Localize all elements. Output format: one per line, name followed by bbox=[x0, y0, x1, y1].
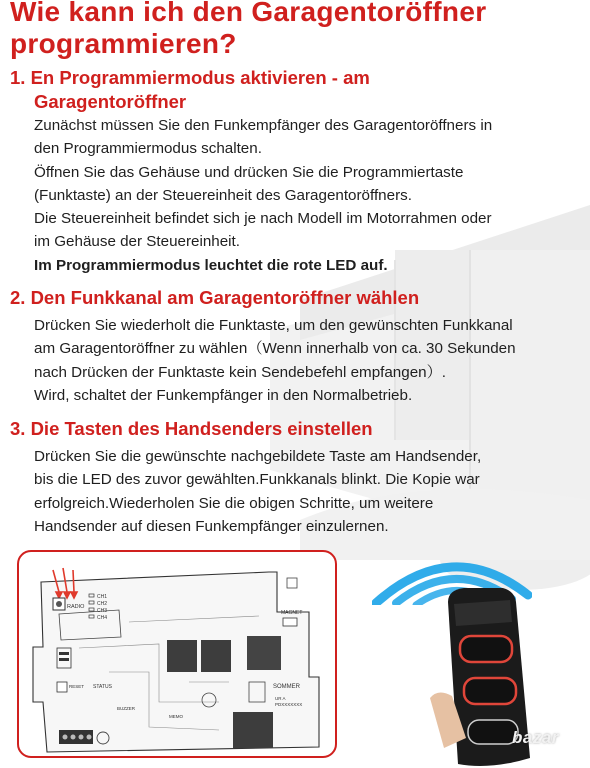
page-title-line-1: Wie kann ich den Garagentoröffner bbox=[10, 0, 487, 27]
watermark-logo: bazar bbox=[512, 728, 559, 747]
section-1-heading-line-1: 1. En Programmiermodus aktivieren - am bbox=[10, 67, 370, 88]
remote-button-2 bbox=[464, 678, 516, 704]
label-radio: RADIO bbox=[67, 604, 85, 610]
circuit-board-illustration bbox=[17, 550, 337, 758]
terminal-screw-1 bbox=[63, 735, 68, 740]
label-ch1: CH1 bbox=[97, 594, 108, 600]
section-3-line-2: bis die LED des zuvor gewählten.Funkkanals blinkt. Die Kopie war bbox=[34, 471, 480, 489]
section-3-body bbox=[34, 445, 579, 538]
page-title bbox=[10, 0, 570, 60]
label-magnet: MAGNET bbox=[281, 610, 303, 616]
section-1-heading bbox=[10, 66, 370, 114]
section-1-line-2: den Programmiermodus schalten. bbox=[34, 140, 262, 158]
remote-button-1 bbox=[460, 636, 512, 662]
section-1-body bbox=[34, 114, 579, 277]
terminal-screw-3 bbox=[79, 735, 84, 740]
section-3-line-4: Handsender auf diesen Funkempfänger einzulernen. bbox=[34, 517, 389, 535]
section-1-line-4: (Funktaste) an der Steuereinheit des Garagentoröffners. bbox=[34, 186, 412, 204]
label-buzzer: BUZZER bbox=[117, 706, 135, 711]
reset-button-icon bbox=[57, 682, 67, 692]
label-ch4: CH4 bbox=[97, 615, 108, 621]
label-status: STATUS bbox=[93, 684, 112, 690]
section-2-heading: 2. Den Funkkanal am Garagentoröffner wählen bbox=[10, 287, 420, 308]
corner-component-icon bbox=[287, 578, 297, 588]
dip-switch-lever-2 bbox=[59, 658, 69, 661]
radio-button-dot bbox=[56, 601, 62, 607]
red-arrows-icon bbox=[53, 568, 77, 598]
label-reset: RESET bbox=[69, 684, 85, 689]
section-2-line-2: am Garagentoröffner zu wählen（Wenn innerhalb von ca. 30 Sekunden bbox=[34, 340, 516, 358]
section-1-line-6: im Gehäuse der Steuereinheit. bbox=[34, 233, 240, 251]
label-brand: SOMMER bbox=[273, 684, 300, 690]
relay-component-3 bbox=[247, 636, 281, 670]
terminal-screw-4 bbox=[87, 735, 92, 740]
section-3-heading: 3. Die Tasten des Handsenders einstellen bbox=[10, 418, 373, 439]
remote-button-3 bbox=[468, 720, 518, 744]
section-1-line-3: Öffnen Sie das Gehäuse und drücken Sie die Programmiertaste bbox=[34, 163, 464, 181]
section-1-line-5: Die Steuereinheit befindet sich je nach Modell im Motorrahmen oder bbox=[34, 210, 492, 228]
section-3-line-1: Drücken Sie die gewünschte nachgebildete Taste am Handsender, bbox=[34, 448, 482, 465]
label-model: UR A bbox=[275, 696, 286, 701]
section-1-line-1: Zunächst müssen Sie den Funkempfänger des Garagentoröffners in bbox=[34, 117, 493, 134]
section-1-heading-line-2: Garagentoröffner bbox=[34, 91, 187, 112]
section-2-line-4: Wird, schaltet der Funkempfänger in den Normalbetrieb. bbox=[34, 386, 413, 404]
section-2-line-3: nach Drücken der Funktaste kein Sendebefehl empfangen）. bbox=[34, 363, 447, 381]
label-ch2: CH2 bbox=[97, 601, 108, 607]
relay-component-1 bbox=[167, 640, 197, 672]
terminal-screw-2 bbox=[71, 735, 76, 740]
label-serial: PDXXXXXXX bbox=[275, 702, 303, 707]
remote-control-icon bbox=[430, 588, 590, 768]
section-3-line-3: erfolgreich.Wiederholen Sie die obigen Schritte, um weitere bbox=[34, 494, 434, 512]
label-ch3: CH3 bbox=[97, 608, 108, 614]
chip-component bbox=[233, 712, 273, 748]
magnet-connector-icon bbox=[283, 618, 297, 626]
relay-component-2 bbox=[201, 640, 231, 672]
page-title-line-2: programmieren? bbox=[10, 28, 237, 59]
label-memo: MEMO bbox=[169, 714, 183, 719]
dip-switch-lever-1 bbox=[59, 652, 69, 655]
section-1-line-7: Im Programmiermodus leuchtet die rote LED auf. bbox=[34, 256, 388, 274]
section-2-line-1: Drücken Sie wiederholt die Funktaste, um den gewünschten Funkkanal bbox=[34, 317, 513, 334]
section-2-body bbox=[34, 314, 579, 407]
circuit-board-drawing bbox=[19, 552, 335, 756]
